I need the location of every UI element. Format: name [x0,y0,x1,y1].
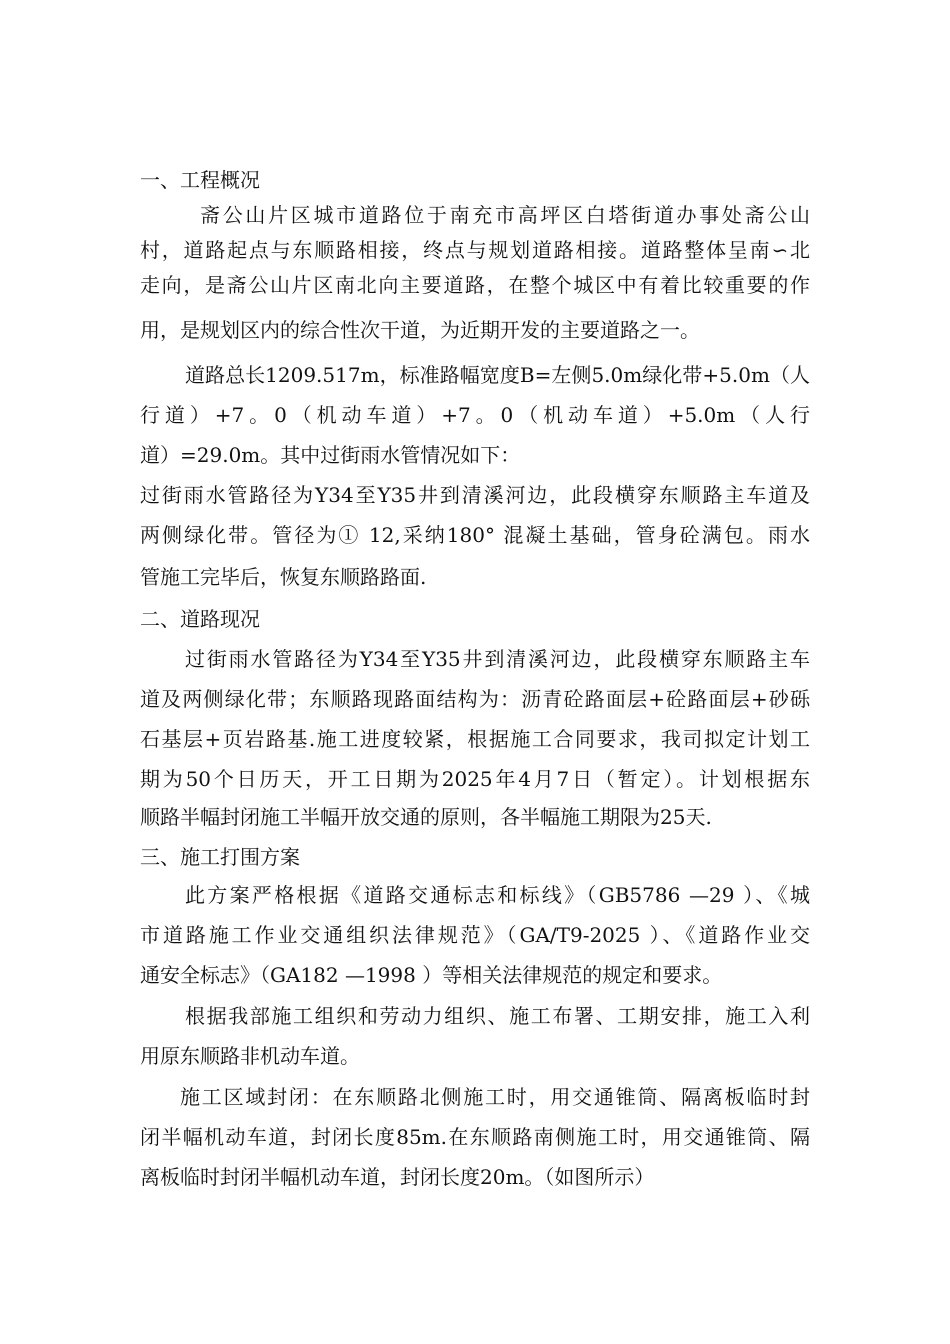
paragraph-line: 此方案严格根据《道路交通标志和标线》（GB5786 —29 ）、《城 [185,883,810,907]
section-heading-enclosure-plan: 三、施工打围方案 [140,845,300,869]
paragraph-line: 闭半幅机动车道，封闭长度85m.在东顺路南侧施工时，用交通锥筒、隔 [140,1125,810,1149]
paragraph-line: 斋公山片区城市道路位于南充市高坪区白塔街道办事处斋公山 [200,203,810,227]
paragraph-line: 管施工完毕后，恢复东顺路路面. [140,565,427,589]
paragraph-line: 用原东顺路非机动车道。 [140,1044,360,1068]
paragraph-line: 市道路施工作业交通组织法律规范》（GA/T9-2025 ）、《道路作业交 [140,923,810,947]
paragraph-line: 离板临时封闭半幅机动车道，封闭长度20m。（如图所示） [140,1165,655,1189]
paragraph-line: 道及两侧绿化带；东顺路现路面结构为：沥青砼路面层+砼路面层+砂砾 [140,687,810,711]
paragraph-line: 过街雨水管路径为Y34至Y35井到清溪河边，此段横穿东顺路主车道及 [140,483,810,507]
section-heading-road-status: 二、道路现况 [140,607,260,631]
paragraph-line: 村，道路起点与东顺路相接，终点与规划道路相接。道路整体呈南∽北 [140,238,810,262]
paragraph-line: 道路总长1209.517m，标准路幅宽度B=左侧5.0m绿化带+5.0m（人 [185,363,810,387]
paragraph-line: 走向，是斋公山片区南北向主要道路，在整个城区中有着比较重要的作 [140,273,810,297]
paragraph-line: 石基层+页岩路基.施工进度较紧，根据施工合同要求，我司拟定计划工 [140,727,810,751]
paragraph-line: 施工区域封闭：在东顺路北侧施工时，用交通锥筒、隔离板临时封 [180,1085,810,1109]
paragraph-line: 用，是规划区内的综合性次干道，为近期开发的主要道路之一。 [140,318,700,342]
paragraph-line: 道）=29.0m。其中过街雨水管情况如下： [140,443,521,467]
paragraph-line: 过街雨水管路径为Y34至Y35井到清溪河边，此段横穿东顺路主车 [185,647,810,671]
paragraph-line: 两侧绿化带。管径为① 12,采纳180° 混凝土基础，管身砼满包。雨水 [140,523,810,547]
paragraph-line: 根据我部施工组织和劳动力组织、施工布署、工期安排，施工入利 [185,1004,810,1028]
paragraph-line: 顺路半幅封闭施工半幅开放交通的原则，各半幅施工期限为25天. [140,805,712,829]
paragraph-line: 通安全标志》（GA182 —1998 ）等相关法律规范的规定和要求。 [140,963,723,987]
paragraph-line: 行道）+7。0（机动车道）+7。0（机动车道）+5.0m（人行 [140,403,810,427]
paragraph-line: 期为50个日历天，开工日期为2025年4月7日（暂定）。计划根据东 [140,767,810,791]
section-heading-overview: 一、工程概况 [140,168,260,192]
